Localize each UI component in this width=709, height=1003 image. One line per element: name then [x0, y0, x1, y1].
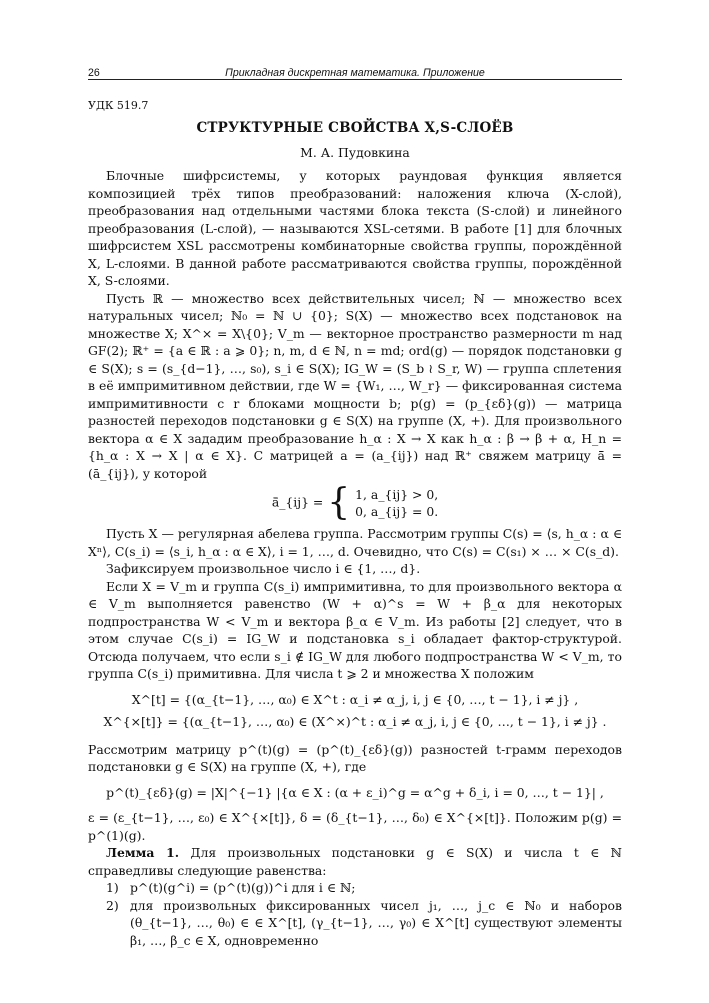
paragraph-intro: Блочные шифрсистемы, у которых раундовая функция является композицией трёх типов преобразований: наложения ключа (X-слой), преобразования над отдельными частями блока текста (S-слой) и линейного преобразования (L-слой), — называются XSL-сетями. В работе [1] для блочных шифрсистем XSL рассмотрены комбинаторные свойства группы, порождённой X, L-слоями. В данной работе рассматриваются свойства группы, порождённой X, S-слоями. — [88, 168, 622, 288]
formula-p: p^(t)_{εδ}(g) = |X|^{−1} |{α ∈ X : (α + ε_i)^g = α^g + δ_i, i = 0, …, t − 1}| , — [106, 784, 604, 800]
item-text: для произвольных фиксированных чисел j₁, …, j_c ∈ ℕ₀ и наборов (θ_{t−1}, …, θ₀) ∈ ∈ X^[t], (γ_{t−1}, …, γ₀) ∈ X^[t] существуют элементы β₁, …, β_c ∈ X, одновременно — [130, 897, 622, 948]
journal-title: Прикладная дискретная математика. Приложение — [225, 67, 485, 79]
paragraph-fix: Зафиксируем произвольное число i ∈ {1, …, d}. — [106, 561, 421, 576]
formula-case-2: 0, a_{ij} = 0. — [355, 504, 439, 519]
item-text: p^(t)(g^i) = (p^(t)(g))^i для i ∈ ℕ; — [130, 880, 356, 895]
paragraph-eps-delta: ε = (ε_{t−1}, …, ε₀) ∈ X^{×[t]}, δ = (δ_{t−1}, …, δ₀) ∈ X^{×[t]}. Положим p(g) = p^(1)(g). — [88, 810, 622, 843]
running-header — [88, 63, 622, 80]
lemma-items — [88, 879, 622, 949]
left-brace: { — [327, 482, 351, 523]
formula-Xxt: X^{×[t]} = {(α_{t−1}, …, α₀) ∈ (X^×)^t : α_i ≠ α_j, i, j ∈ {0, …, t − 1}, i ≠ j} . — [103, 714, 607, 729]
paper-body — [88, 167, 622, 949]
paragraph-imprimitive: Если X = V_m и группа C(s_i) импримитивна, то для произвольного вектора α ∈ V_m выполняется равенство (W + α)^s = W + β_α для некоторых подпространства W < V_m и вектора β_α ∈ V_m. Из работы [2] следует, что в этом случае C(s_i) = IG_W и подстановка s_i обладает фактор-структурой. Отсюда получаем, что если s_i ∉ IG_W для любого подпространства W < V_m, то группа C(s_i) примитивна. Для числа t ⩾ 2 и множества X положим — [88, 578, 622, 681]
list-item — [88, 879, 622, 897]
formula-cases — [88, 482, 622, 523]
formula-Xt: X^[t] = {(α_{t−1}, …, α₀) ∈ X^t : α_i ≠ α_j, i, j ∈ {0, …, t − 1}, i ≠ j} , — [131, 691, 579, 707]
author: М. А. Пудовкина — [300, 145, 410, 160]
paragraph-matrix: Рассмотрим матрицу p^(t)(g) = (p^(t)_{εδ}(g)) разностей t-грамм переходов подстановки g ∈ S(X) на группе (X, +), где — [88, 741, 622, 774]
list-item — [88, 897, 622, 950]
paragraph-notation: Пусть ℝ — множество всех действительных чисел; ℕ — множество всех натуральных чисел; ℕ₀ = ℕ ∪ {0}; S(X) — множество всех подстановок на множестве X; X^× = X\{0}; V_m — векторное пространство размерности m над GF(2); ℝ⁺ = {a ∈ ℝ : a ⩾ 0}; n, m, d ∈ ℕ, n = md; ord(g) — порядок подстановки g ∈ S(X); s = (s_{d−1}, …, s₀), s_i ∈ S(X); IG_W = (S_b ≀ S_r, W) — группа сплетения в её импримитивном действии, где W = {W₁, …, W_r} — фиксированная система импримитивности с r блоками мощности b; p(g) = (p_{εδ}(g)) — матрица разностей переходов подстановки g ∈ S(X) на группе (X, +). Для произвольного вектора α ∈ X зададим преобразование h_α : X → X как h_α : β → β + α, H_n = {h_α : X → X | α ∈ X}. С матрицей a = (a_{ij}) над ℝ⁺ свяжем матрицу ā̄ = (ā_{ij}), у которой — [88, 290, 622, 481]
item-number: 1) — [106, 880, 119, 895]
page-number: 26 — [88, 67, 100, 79]
lemma-1 — [88, 844, 622, 879]
formula-cases-lhs: ā̄_{ij} = — [271, 494, 324, 510]
paper-title: СТРУКТУРНЫЕ СВОЙСТВА X,S-СЛОЁВ — [196, 120, 514, 136]
formula-case-1: 1, a_{ij} > 0, — [355, 487, 439, 502]
udk-code: УДК 519.7 — [88, 99, 149, 112]
item-number: 2) — [106, 897, 119, 913]
lemma-text: Для произвольных подстановки g ∈ S(X) и числа t ∈ ℕ справедливы следующие равенства: — [88, 845, 622, 878]
lemma-label: Лемма 1. — [106, 845, 180, 860]
paragraph-groups: Пусть X — регулярная абелева группа. Рассмотрим группы C(s) = ⟨s, h_α : α ∈ Xⁿ⟩, C(s_i) = ⟨s_i, h_α : α ∈ X⟩, i = 1, …, d. Очевидно, что C(s) = C(s₁) × … × C(s_d). — [88, 526, 622, 559]
